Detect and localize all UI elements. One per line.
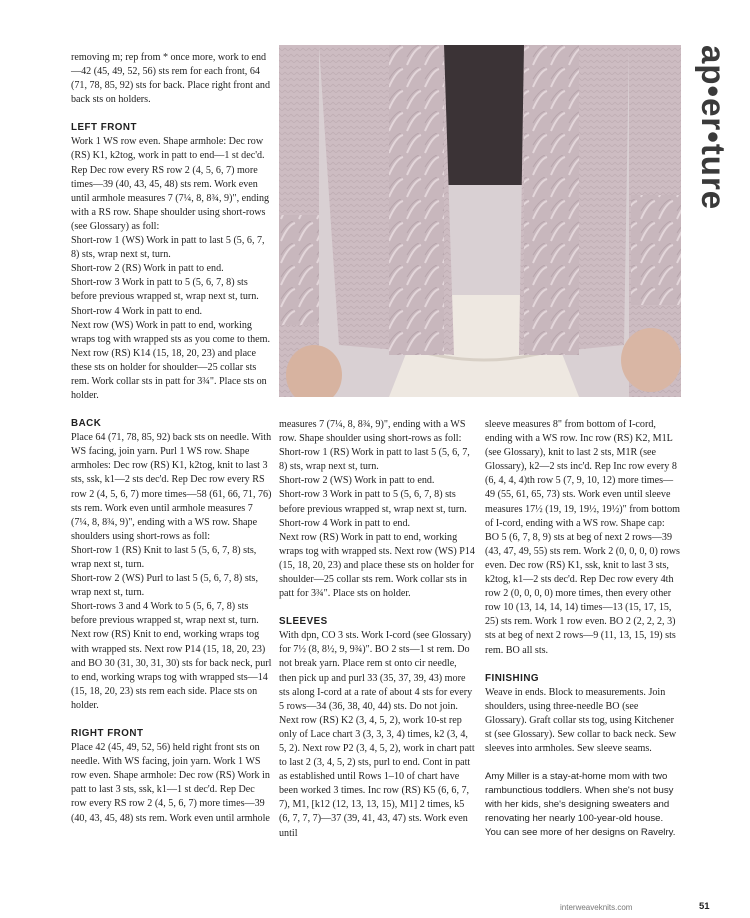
column-3 <box>485 418 681 841</box>
page-number: 51 <box>699 901 710 912</box>
column-1 <box>71 51 272 826</box>
left-front-p2: Short-row 1 (WS) Work in patt to last 5 (5, 6, 7, 8) sts, wrap next st, turn. <box>71 235 265 261</box>
right-front-p1: Place 42 (45, 49, 52, 56) held right front sts on needle. With WS facing, join yarn. Work 1 WS row even. Shape armhole: Dec row (RS) Work in patt to last 3 sts, ssk, k1—1 st dec'd. Rep Dec row every RS row 2 (4, 5, 6, 7) more times—39 (40, 43, 45, 48) sts rem. Work even until armhole <box>71 742 270 824</box>
aperture-title: ap•er•ture <box>695 45 732 211</box>
designer-bio: Amy Miller is a stay-at-home mom with two rambunctious toddlers. When she's not busy with her kids, she's designing sweaters and renovating her nearly 100-year-old house. You can see more of her designs on Ravelry. <box>485 771 676 839</box>
back-p1: Place 64 (71, 78, 85, 92) back sts on needle. With WS facing, join yarn. Purl 1 WS row. Shape armholes: Dec row (RS) K1, k2tog, knit to last 3 sts, ssk, k1—2 sts dec'd. Rep Dec row every RS row 2 (4, 5, 6, 7) more times—58 (61, 66, 71, 76) sts rem. Work even until armhole measures 7 (7¼, 8, 8¾, 9)", ending with a WS row. Shape shoulders using short-rows as foll: <box>71 432 272 542</box>
sleeves-p1: With dpn, CO 3 sts. Work I-cord (see Glossary) for 7½ (8, 8½, 9, 9¾)". BO 2 sts—1 st rem. Do not break yarn. Place rem st onto cir needle, then pick up and purl 33 (35, 37, 39, 43) more sts along I-cord at a rate of about 4 sts for every 5 rows—34 (36, 38, 40, 44) sts. Do not join. Next row (RS) K2 (3, 4, 5, 2), work 10-st rep only of Lace chart 3 (3, 3, 3, 4) times, k2 (3, 4, 5, 2). Next row P2 (3, 4, 5, 2), work in chart patt to last 2 (3, 4, 5, 2) sts, purl to end. Cont in patt as established until Rows 1–10 of chart have been worked 3 times. Inc row (RS) K5 (6, 6, 7, 7), M1, [k12 (12, 13, 13, 15), M1] 2 times, k5 (6, 7, 7, 7)—37 (39, 41, 43, 47) sts. Work even until <box>279 630 475 839</box>
sleeves-cont-p1: sleeve measures 8" from bottom of I-cord, ending with a WS row. Inc row (RS) K2, M1L (see Glossary), knit to last 2 sts, M1R (see Glossary), k2—2 sts inc'd. Rep Inc row every 8 (6, 4, 4, 4)th row 5 (7, 9, 10, 12) more times—49 (55, 61, 65, 73) sts. Work even until sleeve measures 17½ (19, 19, 19½, 19½)" from bottom of I-cord, ending with a WS row. Shape cap: BO 5 (6, 7, 8, 9) sts at beg of next 2 rows—39 (43, 47, 49, 55) sts rem. Work 2 (0, 0, 0, 0) rows even. Dec row (RS) K1, ssk, knit to last 3 sts, k2tog, k1—2 sts dec'd. Rep Dec row every 4th row 2 (0, 0, 0, 0) more times, then every other row 10 (13, 14, 14, 14) times—13 (15, 17, 15, 25) sts rem. Work 1 row even. BO 2 (2, 2, 2, 3) sts at beg of next 2 rows—9 (11, 13, 15, 19) sts rem. BO all sts. <box>485 419 681 656</box>
back-p3: Short-row 2 (WS) Purl to last 5 (5, 6, 7, 8) sts, wrap next st, turn. <box>71 573 259 599</box>
right-front-cont-p3: Short-row 2 (WS) Work in patt to end. <box>279 475 435 487</box>
right-front-cont-p2: Short-row 1 (RS) Work in patt to last 5 (5, 6, 7, 8) sts, wrap next st, turn. <box>279 447 470 473</box>
heading-sleeves: SLEEVES <box>279 616 328 628</box>
intro-text: removing m; rep from * once more, work to end—42 (45, 49, 52, 56) sts rem for each front, 64 (71, 78, 85, 92) sts for back. Place right front and back sts on holders. <box>71 52 271 106</box>
heading-back: BACK <box>71 418 102 430</box>
footer-url[interactable]: interweaveknits.com <box>560 903 633 912</box>
left-front-p4: Short-row 3 Work in patt to 5 (5, 6, 7, 8) sts before previous wrapped st, wrap next st, turn. <box>71 277 259 303</box>
right-front-cont-p5: Short-row 4 Work in patt to end. <box>279 517 411 529</box>
left-front-p1: Work 1 WS row even. Shape armhole: Dec row (RS) K1, k2tog, work in patt to end—1 st dec'd. Rep Dec row every RS row 2 (4, 5, 6, 7) more times—39 (40, 43, 45, 48) sts rem. Work even until armhole measures 7 (7¼, 8, 8¾, 9)", ending with a RS row. Shape shoulder using short-rows (see Glossary) as foll: <box>71 136 270 232</box>
vertical-title <box>693 45 733 265</box>
column-2 <box>279 418 475 841</box>
heading-finishing: FINISHING <box>485 672 540 684</box>
sweater-illustration <box>279 45 681 397</box>
back-p5: Next row (RS) Knit to end, working wraps tog with wrapped sts. Next row P14 (15, 18, 20, 23) and BO 30 (31, 30, 31, 30) sts for back neck, purl to end, working wraps tog with wrapped sts—14 (15, 18, 20, 23) sts rem each side. Place sts on holder. <box>71 629 272 711</box>
heading-right-front: RIGHT FRONT <box>71 728 144 740</box>
right-front-cont-p6: Next row (RS) Work in patt to end, working wraps tog with wrapped sts. Next row (WS) P14 (15, 18, 20, 23) and place these sts on holder for shoulder—25 collar sts rem. Work collar sts in patt for 3¾". Place sts on holder. <box>279 531 475 600</box>
heading-left-front: LEFT FRONT <box>71 122 137 134</box>
finishing-p1: Weave in ends. Block to measurements. Join shoulders, using three-needle BO (see Glossary). Graft collar sts tog, using Kitchener st (see Glossary). Sew collar to back neck. Sew sleeves into armholes. Sew sleeve seams. <box>485 686 677 754</box>
left-front-p3: Short-row 2 (RS) Work in patt to end. <box>71 263 224 275</box>
left-front-p5: Short-row 4 Work in patt to end. <box>71 305 203 317</box>
left-front-p6: Next row (WS) Work in patt to end, working wraps tog with wrapped sts as you come to them. Next row (RS) K14 (15, 18, 20, 23) and place these sts on holder for shoulder—25 collar sts rem. Work collar sts in patt for 3¾". Place sts on holder. <box>71 319 271 402</box>
right-front-cont-p1: measures 7 (7¼, 8, 8¾, 9)", ending with a WS row. Shape shoulder using short-rows as foll: <box>279 419 466 445</box>
sweater-photo <box>279 45 681 397</box>
back-p4: Short-rows 3 and 4 Work to 5 (5, 6, 7, 8) sts before previous wrapped st, wrap next st, turn. <box>71 601 259 627</box>
right-front-cont-p4: Short-row 3 Work in patt to 5 (5, 6, 7, 8) sts before previous wrapped st, wrap next st, turn. <box>279 489 467 515</box>
back-p2: Short-row 1 (RS) Knit to last 5 (5, 6, 7, 8) sts, wrap next st, turn. <box>71 544 257 570</box>
